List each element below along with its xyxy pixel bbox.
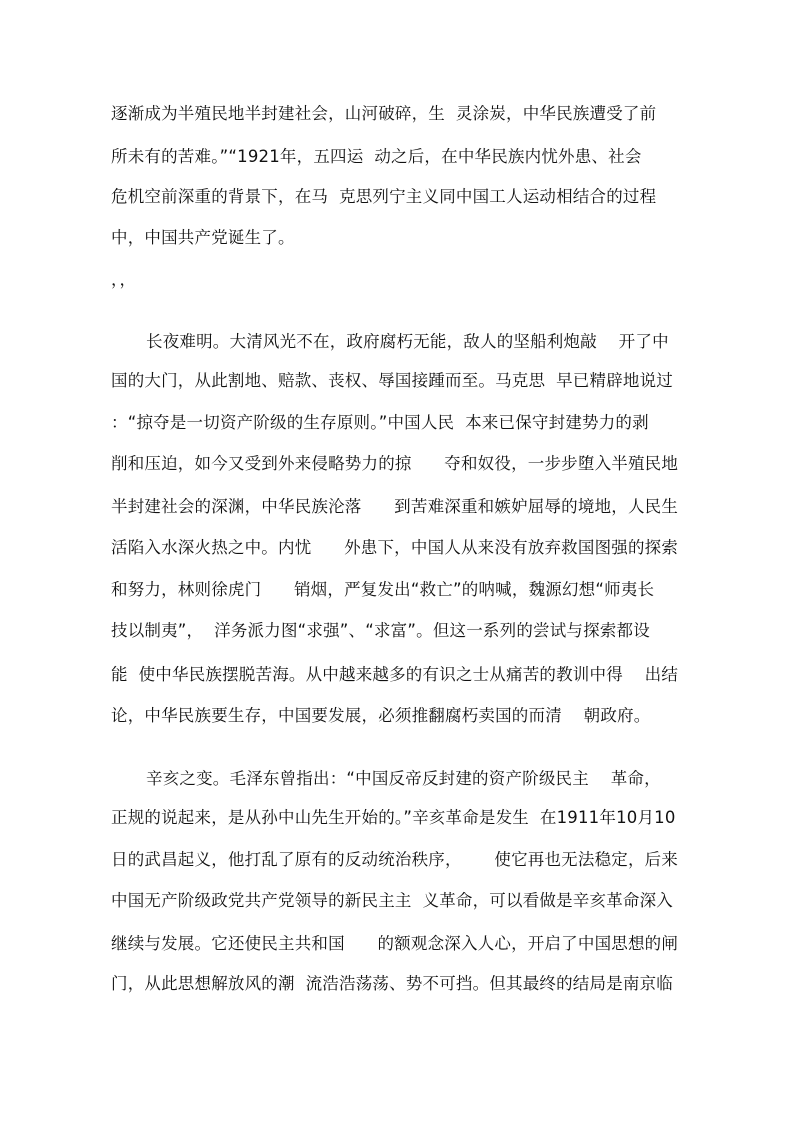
text-line: 中国无产阶级政党共产党领导的新民主主 义革命，可以看做是辛亥革命深入	[111, 891, 673, 910]
paragraph-first-line: 辛亥之变。毛泽东曾指出：“中国反帝反封建的资产阶级民主 革命，	[146, 769, 661, 788]
text-line: 国的大门，从此割地、赔款、丧权、辱国接踵而至。马克思 早已精辟地说过	[111, 371, 673, 390]
text-line: 和努力，林则徐虎门 销烟，严复发出“救亡”的呐喊，魏源幻想“师夷长	[111, 580, 655, 599]
text-line: 中，中国共产党诞生了。	[111, 228, 295, 247]
text-line: 技以制夷”， 洋务派力图“求强”、“求富”。但这一系列的尝试与探索都设	[111, 621, 650, 640]
text-line: 论，中华民族要生存，中国要发展，必须推翻腐朽卖国的而清 朝政府。	[111, 706, 651, 725]
text-line: 所未有的苦难。”“1921年，五四运 动之后，在中华民族内忧外患、社会	[111, 147, 642, 166]
text-line: 削和压迫，如今又受到外来侵略势力的掠 夺和奴役，一步步堕入半殖民地	[111, 454, 679, 473]
text-line: 能 使中华民族摆脱苦海。从中越来越多的有识之士从痛苦的教训中得 出结	[111, 665, 679, 684]
text-line: ：“掠夺是一切资产阶级的生存原则。”中国人民 本来已保守封建势力的剥	[111, 413, 649, 432]
text-line: 危机空前深重的背景下，在马 克思列宁主义同中国工人运动相结合的过程	[111, 187, 657, 206]
text-line: 逐渐成为半殖民地半封建社会，山河破碎，生 灵涂炭，中华民族遭受了前	[111, 104, 657, 123]
text-line: 活陷入水深火热之中。内忧 外患下，中国人从来没有放弃救国图强的探索	[111, 538, 679, 557]
paragraph-first-line: 长夜难明。大清风光不在，政府腐朽无能，敌人的坚船利炮敲 开了中	[146, 332, 669, 351]
text-line: 日的武昌起义，他打乱了原有的反动统治秩序， 使它再也无法稳定，后来	[111, 850, 679, 869]
text-line: 继续与发展。它还使民主共和国 的额观念深入人心，开启了中国思想的闸	[111, 934, 679, 953]
text-line: ，，	[111, 270, 137, 289]
text-line: 正规的说起来，是从孙中山先生开始的。”辛亥革命是发生 在1911年10月10	[111, 808, 676, 827]
text-line: 门，从此思想解放风的潮 流浩浩荡荡、势不可挡。但其最终的结局是南京临	[111, 974, 673, 993]
text-line: 半封建社会的深渊，中华民族沦落 到苦难深重和嫉妒屈辱的境地，人民生	[111, 497, 679, 516]
